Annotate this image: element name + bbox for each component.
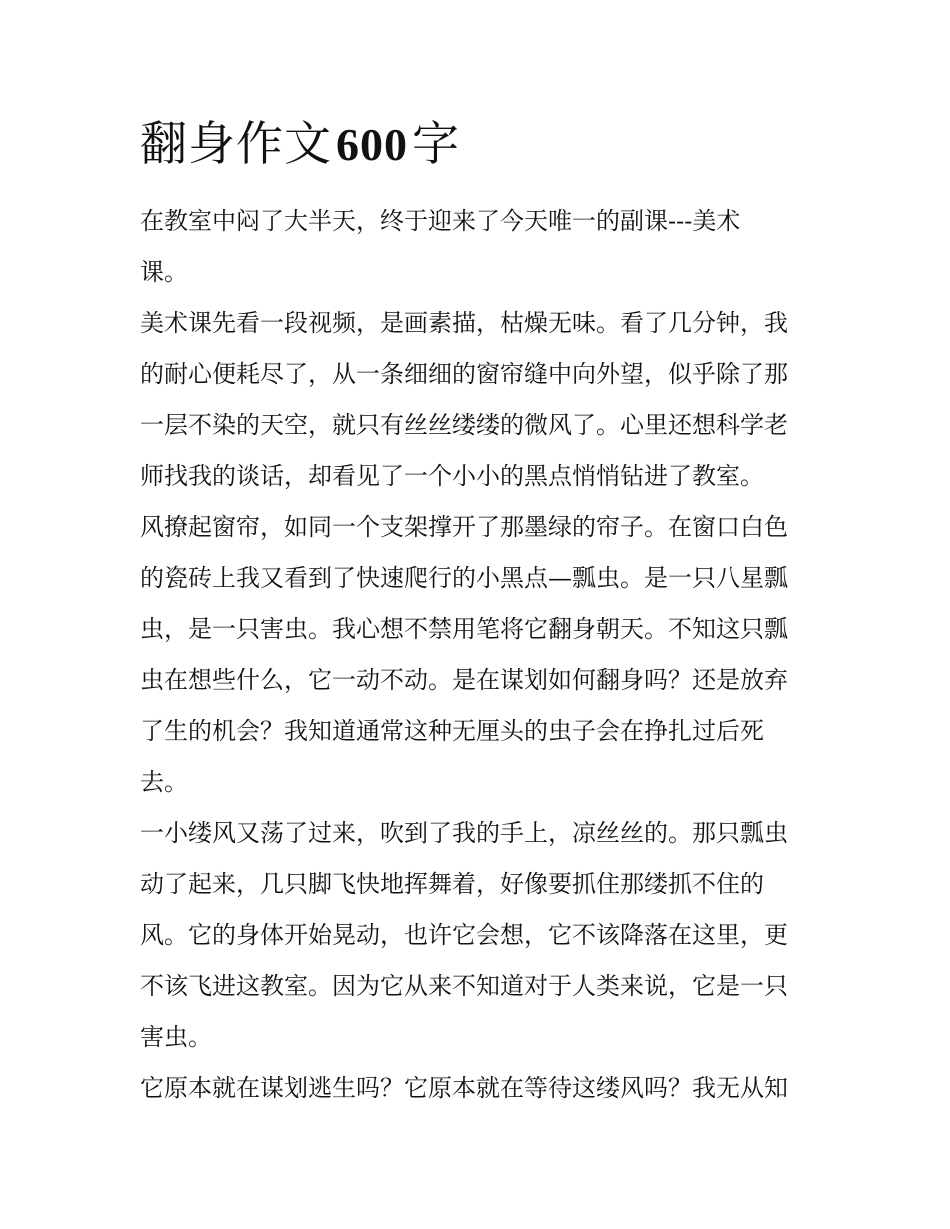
text-line: 动了起来，几只脚飞快地挥舞着，好像要抓住那缕抓不住的 [140,870,764,898]
text-line: 一小缕风又荡了过来，吹到了我的手上，凉丝丝的。那只瓢虫 [140,819,788,847]
text-line: 的瓷砖上我又看到了快速爬行的小黑点—瓢虫。是一只八星瓢 [140,564,788,592]
title-prefix: 翻身作文 [140,117,332,172]
text-line: 的耐心便耗尽了，从一条细细的窗帘缝中向外望，似乎除了那 [140,360,788,388]
text-line: 课。 [140,258,188,286]
text-line: 风。它的身体开始晃动，也许它会想，它不该降落在这里，更 [140,921,788,949]
essay-body [140,196,820,1114]
text-line: 美术课先看一段视频，是画素描，枯燥无味。看了几分钟，我 [140,309,788,337]
text-line: 一层不染的天空，就只有丝丝缕缕的微风了。心里还想科学老 [140,411,788,439]
text-line: 了生的机会？我知道通常这种无厘头的虫子会在挣扎过后死 [140,717,764,745]
text-line: 害虫。 [140,1023,212,1051]
text-line: 它原本就在谋划逃生吗？它原本就在等待这缕风吗？我无从知 [140,1074,788,1102]
title-number: 600 [336,119,408,170]
title-suffix: 字 [412,117,460,172]
text-line: 师找我的谈话，却看见了一个小小的黑点悄悄钻进了教室。 [140,462,764,490]
text-line: 风撩起窗帘，如同一个支架撑开了那墨绿的帘子。在窗口白色 [140,513,788,541]
text-line: 去。 [140,768,188,796]
text-line: 虫，是一只害虫。我心想不禁用笔将它翻身朝天。不知这只瓢 [140,615,788,643]
text-line: 不该飞进这教室。因为它从来不知道对于人类来说，它是一只 [140,972,788,1000]
text-line: 在教室中闷了大半天，终于迎来了今天唯一的副课---美术 [140,207,741,235]
page-title [140,114,460,176]
text-line: 虫在想些什么，它一动不动。是在谋划如何翻身吗？还是放弃 [140,666,788,694]
